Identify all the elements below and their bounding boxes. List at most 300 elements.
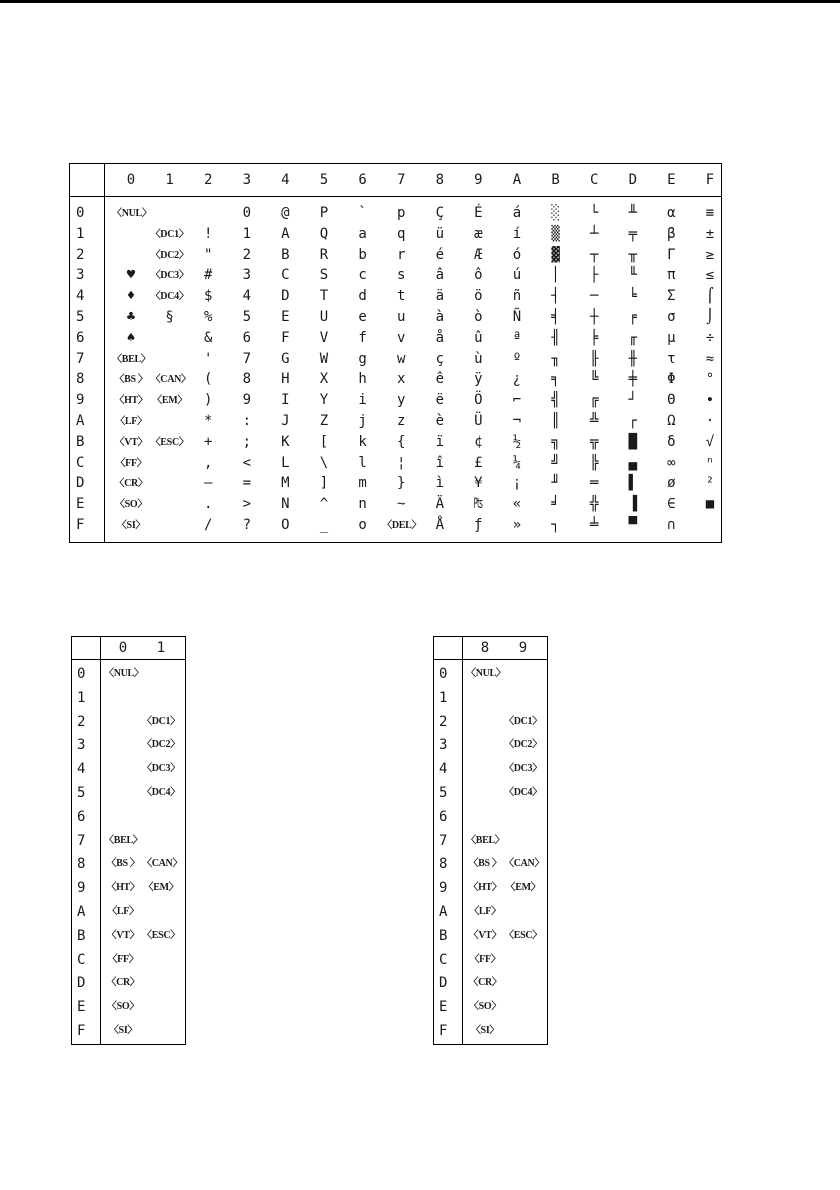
- row-header: B: [76, 433, 85, 450]
- char-cell: ¿: [512, 371, 522, 388]
- char-cell: ╬: [589, 496, 599, 513]
- char-cell: M: [281, 475, 290, 492]
- row-header: A: [77, 904, 86, 920]
- char-cell: π: [667, 267, 676, 284]
- row-header: 2: [439, 713, 448, 730]
- char-cell: ≤: [705, 267, 715, 284]
- char-cell: 〈FF〉: [469, 953, 501, 965]
- char-cell: ╔: [589, 392, 599, 409]
- char-cell: 〈VT〉: [468, 929, 502, 941]
- char-cell: ≥: [705, 246, 715, 263]
- char-cell: 8: [242, 371, 252, 388]
- char-cell: 〈DC4〉: [142, 787, 180, 798]
- char-cell: G: [281, 350, 290, 367]
- char-cell: }: [396, 475, 406, 492]
- char-cell: O: [281, 517, 290, 533]
- column-header: 5: [319, 172, 329, 188]
- char-cell: 〈SO〉: [106, 1001, 140, 1013]
- char-cell: <: [242, 454, 252, 471]
- char-cell: =: [242, 475, 252, 492]
- char-cell: n: [358, 496, 367, 513]
- char-cell: ": [203, 246, 213, 263]
- char-cell: ╛: [551, 496, 560, 513]
- char-cell: W: [319, 350, 329, 367]
- char-cell: á: [512, 205, 522, 221]
- row-header: B: [439, 927, 448, 944]
- char-cell: 3: [242, 267, 252, 284]
- char-cell: i: [358, 392, 367, 409]
- row-header: C: [77, 951, 86, 968]
- char-cell: F: [281, 329, 290, 346]
- char-cell: #: [203, 267, 213, 284]
- char-cell: å: [435, 329, 445, 346]
- char-cell: s: [396, 267, 406, 284]
- char-cell: `: [358, 205, 367, 221]
- char-cell: 〈LF〉: [469, 906, 501, 917]
- row-header: 6: [439, 808, 448, 825]
- char-cell: m: [358, 475, 367, 492]
- char-cell: √: [705, 433, 715, 450]
- char-cell: ╒: [628, 309, 638, 325]
- row-header-divider: [104, 164, 105, 542]
- char-cell: P: [319, 205, 329, 221]
- char-cell: ♠: [126, 329, 136, 346]
- char-cell: /: [203, 517, 213, 533]
- char-cell: └: [589, 205, 599, 221]
- char-cell: R: [319, 246, 329, 263]
- char-cell: *: [203, 413, 213, 429]
- row-header: 8: [77, 856, 86, 873]
- char-cell: 0: [242, 205, 252, 221]
- char-cell: β: [667, 225, 676, 242]
- char-cell: ;: [242, 433, 252, 450]
- char-cell: Å: [435, 517, 445, 533]
- char-cell: 〈DC1〉: [142, 715, 180, 727]
- column-header: D: [628, 172, 638, 188]
- char-cell: 〈LF〉: [115, 416, 147, 427]
- char-cell: ): [203, 392, 213, 409]
- char-cell: e: [358, 309, 367, 325]
- char-cell: ª: [512, 329, 522, 346]
- char-cell: 〈CR〉: [106, 977, 140, 989]
- char-cell: 〈DC3〉: [504, 763, 542, 775]
- char-cell: σ: [667, 309, 676, 325]
- char-cell: â: [435, 267, 445, 284]
- char-cell: r: [396, 246, 406, 263]
- char-cell: δ: [667, 433, 676, 450]
- char-cell: │: [551, 267, 560, 284]
- char-cell: J: [281, 413, 290, 429]
- char-cell: ╞: [589, 329, 599, 346]
- char-cell: 〈DC2〉: [504, 739, 542, 751]
- column-header: 1: [165, 172, 174, 188]
- char-cell: y: [396, 392, 406, 409]
- row-header: 5: [76, 309, 85, 325]
- char-cell: 〈BS 〉: [468, 858, 502, 870]
- char-cell: ∙: [705, 392, 715, 409]
- char-cell: ì: [435, 475, 445, 492]
- char-cell: X: [319, 371, 329, 388]
- char-cell: 〈LF〉: [107, 906, 139, 917]
- char-cell: 〈FF〉: [115, 457, 147, 469]
- char-cell: Ç: [435, 205, 445, 221]
- char-cell: 〈DC1〉: [150, 228, 189, 240]
- column-header: 6: [358, 172, 367, 188]
- char-cell: 〈CR〉: [468, 977, 502, 989]
- char-cell: è: [435, 413, 445, 429]
- char-cell: Æ: [474, 246, 483, 263]
- char-cell: q: [396, 225, 406, 242]
- char-cell: ò: [474, 309, 483, 325]
- char-cell: x: [396, 371, 406, 388]
- top-rule: [0, 0, 840, 3]
- row-header: 1: [77, 689, 86, 706]
- row-header: B: [77, 927, 86, 944]
- char-cell: ~: [396, 496, 406, 513]
- char-cell: 〈ESC〉: [504, 929, 542, 941]
- row-header: 8: [439, 856, 448, 873]
- char-cell: Γ: [667, 246, 676, 263]
- row-header: 4: [77, 761, 86, 778]
- char-cell: ╨: [628, 205, 638, 221]
- char-cell: τ: [667, 350, 676, 367]
- char-cell: α: [667, 205, 676, 221]
- char-cell: ┤: [551, 288, 560, 305]
- char-cell: ê: [435, 371, 445, 388]
- char-cell: U: [319, 309, 329, 325]
- char-cell: ╠: [589, 454, 599, 471]
- char-cell: w: [396, 350, 406, 367]
- char-cell: 〈NUL〉: [112, 208, 152, 219]
- char-cell: f: [358, 329, 367, 346]
- char-cell: ô: [474, 267, 483, 284]
- char-cell: ║: [551, 413, 560, 429]
- char-cell: Y: [319, 392, 329, 409]
- char-cell: —: [203, 475, 213, 492]
- char-cell: ▒: [551, 225, 560, 242]
- column-header: E: [667, 172, 676, 188]
- control-code-table-left: [71, 636, 186, 1045]
- char-cell: ╩: [589, 413, 599, 429]
- char-cell: !: [203, 225, 213, 242]
- char-cell: ♦: [126, 288, 136, 305]
- char-cell: à: [435, 309, 445, 325]
- char-cell: 〈BS 〉: [114, 374, 148, 386]
- row-header: E: [439, 999, 448, 1016]
- column-header: A: [512, 172, 522, 188]
- char-cell: ]: [319, 475, 329, 492]
- char-cell: l: [358, 454, 367, 471]
- char-cell: ╢: [551, 329, 560, 346]
- char-cell: 9: [242, 392, 252, 409]
- char-cell: I: [281, 392, 290, 409]
- char-cell: 〈SO〉: [468, 1001, 502, 1013]
- char-cell: T: [319, 288, 329, 305]
- char-cell: ■: [705, 496, 715, 513]
- char-cell: ╦: [589, 433, 599, 450]
- char-cell: ┌: [628, 413, 638, 429]
- char-cell: ═: [589, 475, 599, 492]
- char-cell: Φ: [667, 371, 676, 388]
- char-cell: 5: [242, 309, 252, 325]
- char-cell: 〈EM〉: [152, 395, 188, 407]
- char-cell: Θ: [667, 392, 676, 409]
- char-cell: ?: [242, 517, 252, 533]
- row-header: D: [439, 975, 448, 992]
- char-cell: ┘: [628, 392, 638, 409]
- char-cell: ç: [435, 350, 445, 367]
- column-header: 0: [126, 172, 136, 188]
- row-header-divider: [100, 637, 101, 1044]
- char-cell: ¼: [512, 454, 522, 471]
- row-header: 9: [77, 880, 86, 897]
- char-cell: 7: [242, 350, 252, 367]
- char-cell: 〈BEL〉: [104, 834, 143, 846]
- char-cell: ë: [435, 392, 445, 409]
- char-cell: ├: [589, 267, 599, 284]
- char-cell: ┬: [589, 246, 599, 263]
- char-cell: 〈DC4〉: [150, 291, 189, 303]
- char-cell: º: [512, 350, 522, 367]
- row-header: D: [77, 975, 86, 992]
- char-cell: 〈VT〉: [114, 436, 148, 448]
- char-cell: %: [203, 309, 213, 325]
- row-header: 0: [439, 666, 448, 682]
- row-header: C: [439, 951, 448, 968]
- char-cell: ó: [512, 246, 522, 263]
- char-cell: Σ: [667, 288, 676, 305]
- column-header: C: [589, 172, 599, 188]
- row-header: 6: [76, 329, 85, 346]
- char-cell: ø: [667, 475, 676, 492]
- char-cell: «: [512, 496, 522, 513]
- char-cell: ╜: [551, 475, 560, 492]
- char-cell: 〈VT〉: [106, 929, 140, 941]
- row-header: 2: [77, 713, 86, 730]
- row-header: 4: [76, 288, 85, 305]
- char-cell: 〈SI〉: [108, 1025, 138, 1036]
- column-header: 8: [435, 172, 445, 188]
- row-header: 0: [76, 205, 85, 221]
- char-cell: @: [281, 205, 290, 221]
- char-cell: 〈HT〉: [106, 882, 140, 894]
- row-header: 8: [76, 371, 85, 388]
- char-cell: ∈: [667, 496, 676, 513]
- char-cell: ^: [319, 496, 329, 513]
- char-cell: ,: [203, 454, 213, 471]
- char-cell: Ñ: [512, 309, 522, 325]
- char-cell: ▄: [628, 454, 638, 471]
- char-cell: ╧: [589, 517, 599, 533]
- column-header: 2: [203, 172, 213, 188]
- column-header: 1: [156, 640, 166, 656]
- row-header: F: [76, 517, 85, 533]
- char-cell: :: [242, 413, 252, 429]
- char-cell: Ω: [667, 413, 676, 429]
- char-cell: §: [165, 309, 174, 325]
- row-header: E: [76, 496, 85, 513]
- char-cell: {: [396, 433, 406, 450]
- char-cell: ¥: [474, 475, 483, 492]
- column-header: B: [551, 172, 560, 188]
- char-cell: 〈SO〉: [114, 499, 148, 511]
- char-cell: K: [281, 433, 290, 450]
- char-cell: ⌠: [705, 288, 715, 305]
- char-cell: a: [358, 225, 367, 242]
- char-cell: ¦: [396, 454, 406, 471]
- char-cell: \: [319, 454, 329, 471]
- char-cell: ╓: [628, 329, 638, 346]
- char-cell: 〈EM〉: [505, 882, 541, 894]
- char-cell: c: [358, 267, 367, 284]
- char-cell: £: [474, 454, 483, 471]
- char-cell: D: [281, 288, 290, 305]
- row-header: 9: [439, 880, 448, 897]
- char-cell: û: [474, 329, 483, 346]
- char-cell: ╖: [551, 350, 560, 367]
- char-cell: ╪: [628, 371, 638, 388]
- char-cell: $: [203, 288, 213, 305]
- char-cell: °: [705, 371, 715, 388]
- char-cell: ä: [435, 288, 445, 305]
- char-cell: ▓: [551, 246, 560, 263]
- char-cell: ♥: [126, 267, 136, 284]
- char-cell: ≈: [705, 350, 715, 367]
- row-header: 3: [77, 737, 86, 754]
- char-cell: d: [358, 288, 367, 305]
- char-cell: ù: [474, 350, 483, 367]
- row-header-divider: [462, 637, 463, 1044]
- char-cell: ▀: [628, 517, 638, 533]
- char-cell: S: [319, 267, 329, 284]
- char-cell: ─: [589, 288, 599, 305]
- row-header: F: [77, 1023, 86, 1039]
- char-cell: V: [319, 329, 329, 346]
- char-cell: N: [281, 496, 290, 513]
- char-cell: 〈CAN〉: [150, 374, 191, 386]
- char-cell: 〈DC3〉: [142, 763, 180, 775]
- row-header: 1: [76, 225, 85, 242]
- char-cell: ┴: [589, 225, 599, 242]
- char-cell: 〈CAN〉: [504, 858, 545, 870]
- row-header: 7: [439, 832, 448, 849]
- row-header: 2: [76, 246, 85, 263]
- char-cell: 1: [242, 225, 252, 242]
- char-cell: ╣: [551, 392, 560, 409]
- column-header: 3: [242, 172, 252, 188]
- row-header: A: [76, 413, 85, 429]
- char-cell: ¡: [512, 475, 522, 492]
- char-cell: ♣: [126, 309, 136, 325]
- char-cell: ·: [705, 413, 715, 429]
- char-cell: L: [281, 454, 290, 471]
- char-cell: 〈FF〉: [107, 953, 139, 965]
- char-cell: 〈EM〉: [143, 882, 179, 894]
- char-cell: ┐: [551, 517, 560, 533]
- char-cell: ⌡: [705, 309, 715, 325]
- char-cell: H: [281, 371, 290, 388]
- char-cell: 〈DC1〉: [504, 715, 542, 727]
- char-cell: ': [203, 350, 213, 367]
- char-cell: ¬: [512, 413, 522, 429]
- row-header: 0: [77, 666, 86, 682]
- char-cell: 〈DC4〉: [504, 787, 542, 798]
- row-header: D: [76, 475, 85, 492]
- char-cell: ½: [512, 433, 522, 450]
- char-cell: 〈SI〉: [470, 1025, 500, 1036]
- char-cell: ±: [705, 225, 715, 242]
- char-cell: ⌐: [512, 392, 522, 409]
- char-cell: █: [628, 433, 638, 450]
- char-cell: 6: [242, 329, 252, 346]
- row-header: 4: [439, 761, 448, 778]
- char-cell: ▐: [628, 496, 638, 513]
- char-cell: Z: [319, 413, 329, 429]
- char-cell: p: [396, 205, 406, 221]
- char-cell: u: [396, 309, 406, 325]
- column-header: 0: [118, 640, 128, 656]
- char-cell: 〈DC2〉: [142, 739, 180, 751]
- char-cell: z: [396, 413, 406, 429]
- char-cell: ╗: [551, 433, 560, 450]
- char-cell: ╙: [628, 267, 638, 284]
- char-cell: ╘: [628, 288, 638, 305]
- row-header: 7: [76, 350, 85, 367]
- char-cell: Ä: [435, 496, 445, 513]
- row-header: 7: [77, 832, 86, 849]
- char-cell: 2: [242, 246, 252, 263]
- char-cell: í: [512, 225, 522, 242]
- char-cell: ≡: [705, 205, 715, 221]
- char-cell: 〈SI〉: [116, 520, 146, 531]
- char-cell: ú: [512, 267, 522, 284]
- char-cell: ÿ: [474, 371, 483, 388]
- char-cell: 〈DC2〉: [150, 249, 189, 261]
- char-cell: ╥: [628, 246, 638, 263]
- char-cell: C: [281, 267, 290, 284]
- column-header: F: [705, 172, 715, 188]
- char-cell: ÷: [705, 329, 715, 346]
- char-cell: ╚: [589, 371, 599, 388]
- char-cell: ╕: [551, 371, 560, 388]
- char-cell: ╝: [551, 454, 560, 471]
- row-header: 5: [77, 785, 86, 801]
- char-cell: 〈CR〉: [114, 478, 148, 490]
- char-cell: 4: [242, 288, 252, 305]
- char-cell: o: [358, 517, 367, 533]
- control-code-table-right: [433, 636, 548, 1045]
- row-header: 3: [439, 737, 448, 754]
- char-cell: æ: [474, 225, 483, 242]
- column-header: 9: [474, 172, 483, 188]
- char-cell: B: [281, 246, 290, 263]
- char-cell: 〈BS 〉: [106, 858, 140, 870]
- char-cell: ²: [705, 475, 715, 492]
- char-cell: j: [358, 413, 367, 429]
- char-cell: ₧: [474, 496, 483, 513]
- char-cell: b: [358, 246, 367, 263]
- char-cell: Ö: [474, 392, 483, 409]
- row-header: A: [439, 904, 448, 920]
- char-cell: g: [358, 350, 367, 367]
- char-cell: ∞: [667, 454, 676, 471]
- char-cell: Ü: [474, 413, 483, 429]
- char-cell: +: [203, 433, 213, 450]
- char-cell: ü: [435, 225, 445, 242]
- char-cell: 〈HT〉: [468, 882, 502, 894]
- char-cell: &: [203, 329, 213, 346]
- column-header: 7: [396, 172, 406, 188]
